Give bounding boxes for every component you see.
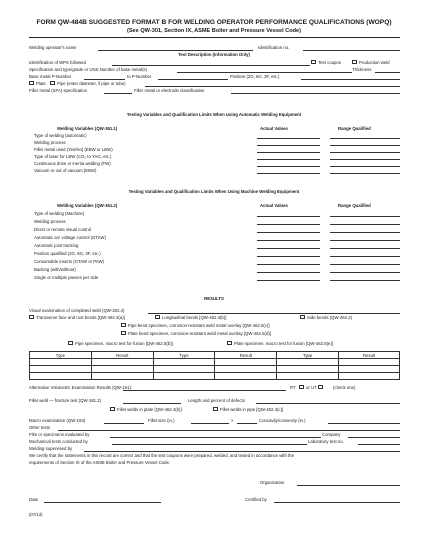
plate-bend-overlay-label: Plate bend specimen, corrosion-resistant weld metal overlay [QW-462.5(d)]: [128, 331, 271, 336]
machine-actual-field-4[interactable]: [257, 240, 320, 241]
machine-range-field-4[interactable]: [330, 240, 400, 241]
table-cell[interactable]: [339, 359, 400, 366]
machine-row-7: Consumable inserts (GTAW or PAW): [34, 259, 104, 264]
film-evaluated-label: Film or specimens evaluated by: [29, 432, 90, 437]
length-percent-label: Length and percent of defects: [188, 398, 245, 403]
filler-spec-label: Filler metal (SFA) specification: [29, 88, 88, 93]
company-field[interactable]: [348, 437, 400, 438]
company-label: Company: [322, 432, 341, 437]
transverse-bends-checkbox[interactable]: [29, 315, 34, 319]
machine-variables-header: Welding Variables (QW-361.2): [57, 203, 118, 208]
table-cell[interactable]: [30, 373, 92, 380]
table-header-type: Type: [277, 352, 339, 359]
automatic-row-1: Type of welding (automatic): [34, 133, 87, 138]
table-header-result: Result: [339, 352, 400, 359]
mechanical-tests-field[interactable]: [112, 444, 307, 445]
thickness-field[interactable]: [375, 72, 400, 73]
other-tests-label: Other tests: [29, 425, 51, 430]
certified-by-field[interactable]: [274, 502, 400, 503]
title-rule: [29, 37, 400, 38]
test-description-heading: Test Description (Information Only): [178, 52, 250, 57]
pipe-macro-label: Pipe specimen, macro test for fusion [QW-462.5(b)]: [75, 341, 173, 346]
automatic-actual-field-6[interactable]: [257, 173, 320, 174]
plate-label: Plate: [36, 81, 46, 86]
table-cell[interactable]: [91, 373, 153, 380]
machine-range-field-2[interactable]: [330, 224, 400, 225]
fillet-fracture-label: Fillet weld — fracture test (QW-181.2): [29, 398, 102, 403]
ut-label: or UT: [306, 385, 317, 390]
machine-actual-field-6[interactable]: [257, 256, 320, 257]
certification-statement-1: We certify that the statements in this record are correct and that the test coupons were prepared, welded, and tested in accordance with the: [29, 453, 295, 458]
automatic-row-5: Continuous drive or inertia welding (FW): [34, 161, 111, 166]
machine-range-field-5[interactable]: [330, 248, 400, 249]
table-cell[interactable]: [339, 373, 400, 380]
base-pnumber-field[interactable]: [84, 79, 125, 80]
automatic-range-field-2[interactable]: [330, 145, 400, 146]
machine-row-2: Welding process: [34, 219, 66, 224]
pipe-label: Pipe (enter diameter, if pipe or tube): [57, 81, 126, 86]
table-cell[interactable]: [153, 373, 215, 380]
filler-class-field[interactable]: [231, 93, 400, 94]
machine-row-6: Position qualified (2G, 6G, 3F, etc.): [34, 251, 101, 256]
ut-checkbox[interactable]: [318, 385, 323, 389]
machine-range-field-1[interactable]: [330, 216, 400, 217]
operator-name-field[interactable]: [98, 50, 253, 51]
base-pnumber-label: Base metal P-Number: [29, 74, 72, 79]
table-row: [30, 366, 400, 373]
certified-by-label: Certified by: [245, 497, 267, 502]
fillet-pipe-checkbox[interactable]: [213, 407, 218, 411]
visual-exam-field[interactable]: [148, 313, 400, 314]
mechanical-tests-label: Mechanical tests conducted by: [29, 439, 88, 444]
production-weld-checkbox[interactable]: [352, 60, 357, 64]
machine-row-8: Backing (with/without): [34, 267, 76, 272]
machine-row-5: Automatic joint tracking: [34, 243, 79, 248]
longitudinal-bends-checkbox[interactable]: [155, 315, 160, 319]
machine-actual-field-1[interactable]: [257, 216, 320, 217]
wps-followed-field[interactable]: [112, 65, 310, 66]
machine-actual-field-2[interactable]: [257, 224, 320, 225]
longitudinal-bends-label: Longitudinal bends [QW-462.3(b)]: [162, 315, 227, 320]
transverse-bends-label: Transverse face and root bends [QW-462.3(a)]: [36, 315, 125, 320]
table-cell[interactable]: [91, 359, 153, 366]
results-heading: RESULTS: [204, 296, 224, 301]
concavity-label: Concavity/convexity (in.): [259, 418, 306, 423]
fillet-size-field-1[interactable]: [191, 423, 229, 424]
base-metal-spec-label: Specification and type/grade or UNS Number of base metal(s): [29, 67, 147, 72]
machine-section-heading: Testing Variables and Qualification Limits When Using Machine Welding Equipment: [128, 189, 300, 194]
machine-actual-field-3[interactable]: [257, 232, 320, 233]
table-header-type: Type: [30, 352, 92, 359]
automatic-row-3: Filler metal used (Yes/No) (EBW or LBW): [34, 147, 113, 152]
automatic-actual-field-1[interactable]: [257, 138, 320, 139]
automatic-row-4: Type of laser for LBW (CO₂ to YAG, etc.): [34, 154, 112, 159]
machine-actual-field-5[interactable]: [257, 248, 320, 249]
machine-range-field-7[interactable]: [330, 264, 400, 265]
date-field[interactable]: [44, 502, 161, 503]
plate-checkbox[interactable]: [29, 81, 34, 85]
machine-actual-field-7[interactable]: [257, 264, 320, 265]
automatic-section-heading: Testing Variables and Qualification Limits When Using Automatic Welding Equipment: [126, 112, 302, 117]
film-evaluated-field[interactable]: [110, 437, 321, 438]
table-header-result: Result: [215, 352, 277, 359]
thickness-label: Thickness: [352, 67, 372, 72]
machine-actual-field-8[interactable]: [257, 272, 320, 273]
plate-macro-checkbox[interactable]: [227, 341, 232, 345]
laboratory-test-label: Laboratory test no.: [308, 439, 344, 444]
plate-macro-label: Plate specimen, macro test for fusion [QW-462.5(e)]: [234, 341, 334, 346]
to-pnumber-label: to P-Number: [127, 74, 152, 79]
table-header-result: Result: [91, 352, 153, 359]
table-cell[interactable]: [215, 366, 277, 373]
revision-date: (07/13): [29, 512, 43, 517]
machine-range-field-3[interactable]: [330, 232, 400, 233]
machine-actual-header: Actual Values: [260, 203, 288, 208]
form-subtitle: (See QW-301, Section IX, ASME Boiler and Pressure Vessel Code): [126, 28, 302, 34]
supervised-by-field[interactable]: [84, 451, 400, 452]
side-bends-label: Side bends (QW-462.2): [307, 315, 353, 320]
table-cell[interactable]: [153, 366, 215, 373]
side-bends-checkbox[interactable]: [300, 315, 305, 319]
length-percent-field[interactable]: [256, 403, 400, 404]
automatic-range-field-6[interactable]: [330, 173, 400, 174]
position-label: Position (2G, 6G, 3F, etc.): [230, 74, 280, 79]
table-cell[interactable]: [91, 366, 153, 373]
pipe-macro-checkbox[interactable]: [68, 341, 73, 345]
organization-label: Organization: [260, 480, 285, 485]
fillet-size-label: Fillet size (in.): [148, 418, 175, 423]
wps-followed-label: Identification of WPS followed: [29, 60, 86, 65]
plate-bend-overlay-checkbox[interactable]: [121, 331, 126, 335]
machine-row-3: Direct or remote visual control: [34, 227, 92, 232]
times-symbol: ×: [231, 418, 234, 423]
machine-row-1: Type of welding (Machine): [34, 211, 85, 216]
pipe-bend-overlay-checkbox[interactable]: [121, 323, 126, 327]
to-pnumber-field[interactable]: [158, 79, 228, 80]
table-cell[interactable]: [30, 359, 92, 366]
automatic-range-field-3[interactable]: [330, 152, 400, 153]
pipe-diameter-field[interactable]: [145, 86, 400, 87]
automatic-actual-field-2[interactable]: [257, 145, 320, 146]
pipe-bend-overlay-label: Pipe bend specimen, corrosion-resistant weld metal overlay [QW-462.5(c)]: [128, 323, 270, 328]
test-coupon-checkbox[interactable]: [311, 60, 316, 64]
automatic-row-6: Vacuum or out of vacuum (EBW): [34, 168, 97, 173]
machine-row-9: Single or multiple passes per side: [34, 275, 99, 280]
macro-exam-label: Macro examination (QW-184): [29, 418, 86, 423]
production-weld-label: Production weld: [359, 60, 390, 65]
machine-row-4: Automatic arc voltage control (GTAW): [34, 235, 106, 240]
automatic-range-field-4[interactable]: [330, 159, 400, 160]
machine-range-field-6[interactable]: [330, 256, 400, 257]
automatic-row-2: Welding process: [34, 140, 66, 145]
table-cell[interactable]: [277, 366, 339, 373]
form-title: FORM QW-484B SUGGESTED FORMAT B FOR WELDING OPERATOR PERFORMANCE QUALIFICATIONS (WOPQ): [36, 19, 392, 26]
automatic-actual-field-4[interactable]: [257, 159, 320, 160]
automatic-range-field-1[interactable]: [330, 138, 400, 139]
organization-field[interactable]: [297, 485, 400, 486]
fillet-fracture-field[interactable]: [123, 403, 181, 404]
date-label: Date: [29, 497, 39, 502]
automatic-actual-field-5[interactable]: [257, 166, 320, 167]
identification-no-field[interactable]: [303, 50, 400, 51]
fillet-plate-label: Fillet welds in plate [QW-462.4(b)]: [117, 407, 182, 412]
operator-name-label: Welding operator's name: [29, 45, 77, 50]
filler-spec-field[interactable]: [104, 93, 132, 94]
fillet-plate-checkbox[interactable]: [110, 407, 115, 411]
visual-exam-label: Visual examination of completed weld (QW-302.4): [29, 308, 125, 313]
automatic-range-field-5[interactable]: [330, 166, 400, 167]
alt-volumetric-label: Alternative Volumetric Examination Results (QW-191):: [29, 385, 133, 390]
identification-no-label: Identification no.: [258, 45, 290, 50]
alt-volumetric-field[interactable]: [123, 390, 286, 391]
macro-exam-field[interactable]: [104, 423, 144, 424]
check-one-label: (check one): [333, 385, 356, 390]
table-cell[interactable]: [215, 373, 277, 380]
table-cell[interactable]: [277, 359, 339, 366]
automatic-actual-field-3[interactable]: [257, 152, 320, 153]
table-header-row: [30, 352, 400, 359]
machine-actual-field-9[interactable]: [257, 280, 320, 281]
base-metal-spec-field[interactable]: [177, 72, 352, 73]
table-cell[interactable]: [215, 359, 277, 366]
supervised-by-label: Welding supervised by: [29, 446, 73, 451]
bend-results-table: [29, 351, 400, 380]
fillet-size-field-2[interactable]: [237, 423, 257, 424]
table-row: [30, 373, 400, 380]
concavity-field[interactable]: [328, 423, 400, 424]
test-coupon-label: Test coupon: [318, 60, 342, 65]
rt-label: RT: [290, 385, 296, 390]
table-row: [30, 359, 400, 366]
machine-range-header: Range Qualified: [338, 203, 371, 208]
fillet-pipe-label: Fillet welds in pipe [QW-462.4(c)]: [220, 407, 284, 412]
laboratory-test-field[interactable]: [358, 444, 400, 445]
filler-class-label: Filler metal or electrode classification: [134, 88, 205, 93]
position-field[interactable]: [301, 79, 400, 80]
machine-range-field-9[interactable]: [330, 280, 400, 281]
machine-range-field-8[interactable]: [330, 272, 400, 273]
automatic-actual-header: Actual Values: [260, 126, 288, 131]
automatic-range-header: Range Qualified: [338, 126, 371, 131]
automatic-variables-header: Welding Variables (QW-361.1): [57, 126, 118, 131]
other-tests-field[interactable]: [58, 430, 400, 431]
table-cell[interactable]: [277, 373, 339, 380]
table-header-type: Type: [153, 352, 215, 359]
table-cell[interactable]: [30, 366, 92, 373]
table-cell[interactable]: [339, 366, 400, 373]
table-cell[interactable]: [153, 359, 215, 366]
pipe-checkbox[interactable]: [50, 81, 55, 85]
certification-statement-2: requirements of Section IX of the ASME Boiler and Pressure Vessel Code.: [29, 460, 171, 465]
rt-checkbox[interactable]: [299, 385, 304, 389]
